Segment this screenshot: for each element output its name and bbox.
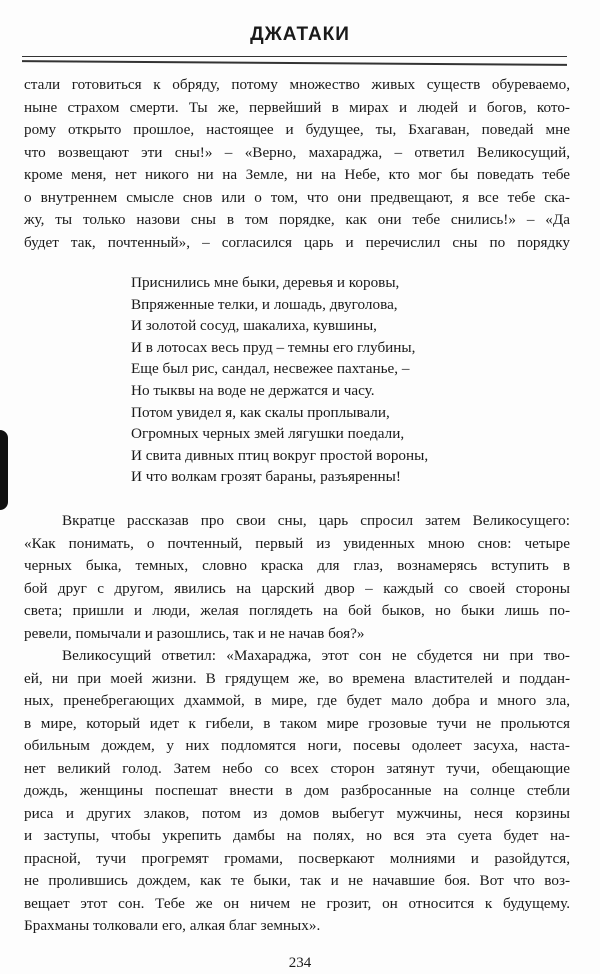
running-header: ДЖАТАКИ <box>250 24 350 45</box>
poem-line: И свита дивных птиц вокруг простой вороны, <box>131 446 429 464</box>
text-line: не пролившись дождем, как те быки, так и не начавшие боя. Вот что воз- <box>24 872 570 889</box>
text-line: о внутреннем смысле снов или о том, что они предвещают, я все тебе ска- <box>24 188 570 206</box>
page-number: 234 <box>288 955 312 971</box>
text-line: дождь, женщины поспешат внести в дом разбросанные на солнце стебли <box>24 782 570 799</box>
text-line: будет так, почтенный», – согласился царь и перечислил сны по порядку <box>24 233 570 251</box>
text-line: Вкратце рассказав про свои сны, царь спросил затем Великосущего: <box>62 512 570 529</box>
text-line: рому открыто прошлое, настоящее и будущее, ты, Бхагаван, поведай мне <box>24 121 570 138</box>
text-line: ных, пренебрегающих дхаммой, в мире, где будет мало добра и много зла, <box>24 692 570 709</box>
text-line: нет великий голод. Затем небо со всех сторон затянут тучи, обещающие <box>24 759 570 777</box>
text-line: кроме меня, нет никого ни на Земле, ни на Небе, кто мог бы поведать тебе <box>24 166 570 183</box>
poem-line: Огромных черных змей лягушки поедали, <box>131 425 405 443</box>
paragraph-3 <box>24 645 570 938</box>
poem-line: Приснились мне быки, деревья и коровы, <box>131 274 400 291</box>
text-line: света; пришли и люди, желая поглядеть на бой быков, но быки лишь по- <box>24 602 570 619</box>
poem-line: И в лотосах весь пруд – темны его глубины, <box>131 338 416 356</box>
poem-line: Но тыквы на воде не держатся и часу. <box>131 381 375 399</box>
poem-line: И что волкам грозят бараны, разъяренны! <box>131 468 401 486</box>
text-line: Великосущий ответил: «Махараджа, этот сон не сбудется ни при тво- <box>62 647 570 664</box>
text-line: прасной, тучи прогремят громами, посверкают молниями и разойдутся, <box>24 849 570 867</box>
poem <box>131 272 428 488</box>
text-line: ревели, помычали и разошлись, так и не начав боя?» <box>24 624 365 642</box>
text-line: стали готовиться к обряду, потому множество живых существ обуреваемо, <box>24 76 570 93</box>
poem-line: Впряженные телки, и лошадь, двуголова, <box>131 295 398 313</box>
paragraph-1 <box>24 74 570 254</box>
text-line: «Как понимать, о почтенный, первый из увиденных мною снов: четыре <box>24 534 570 552</box>
text-line: Брахманы толковали его, алкая благ земных». <box>24 917 321 934</box>
text-line: обильным дождем, у них подломятся ноги, посевы одолеет засуха, наста- <box>24 737 570 754</box>
text-line: в мире, который идет к гибели, в таком мире грозовые тучи не прольются <box>24 714 570 732</box>
text-line: жу, ты только назови сны в том порядке, как они тебе снились!» – «Да <box>24 211 570 228</box>
text-line: ныне страхом смерти. Ты же, первейший в мирах и людей и богов, кото- <box>24 98 570 116</box>
scan-artifact <box>0 430 8 510</box>
header-rule-top <box>22 56 567 57</box>
poem-line: Еще был рис, сандал, несвежее пахтанье, – <box>131 360 410 378</box>
poem-line: Потом увидел я, как скалы проплывали, <box>131 403 390 421</box>
paragraph-2 <box>24 510 570 645</box>
poem-line: И золотой сосуд, шакалиха, кувшины, <box>131 317 377 335</box>
text-line: бой друг с другом, явились на царский двор – каждый со своей стороны <box>24 579 570 597</box>
text-line: вещает этот сон. Тебе же он ничем не грозит, он относится к будущему. <box>24 894 570 912</box>
text-line: и заступы, чтобы укрепить дамбы на полях, но вся эта суета будет на- <box>24 827 570 844</box>
text-line: ей, ни при моей жизни. В грядущем же, во времена властителей и поддан- <box>24 669 570 687</box>
header-rule-bottom <box>22 60 567 66</box>
text-line: что возвещают эти сны!» – «Верно, махараджа, – ответил Великосущий, <box>24 143 570 161</box>
text-line: черных быка, темных, словно краска для глаз, вознамерясь вступить в <box>24 557 570 574</box>
text-line: риса и других злаков, потом из домов выбегут мужчины, неся корзины <box>24 804 570 822</box>
